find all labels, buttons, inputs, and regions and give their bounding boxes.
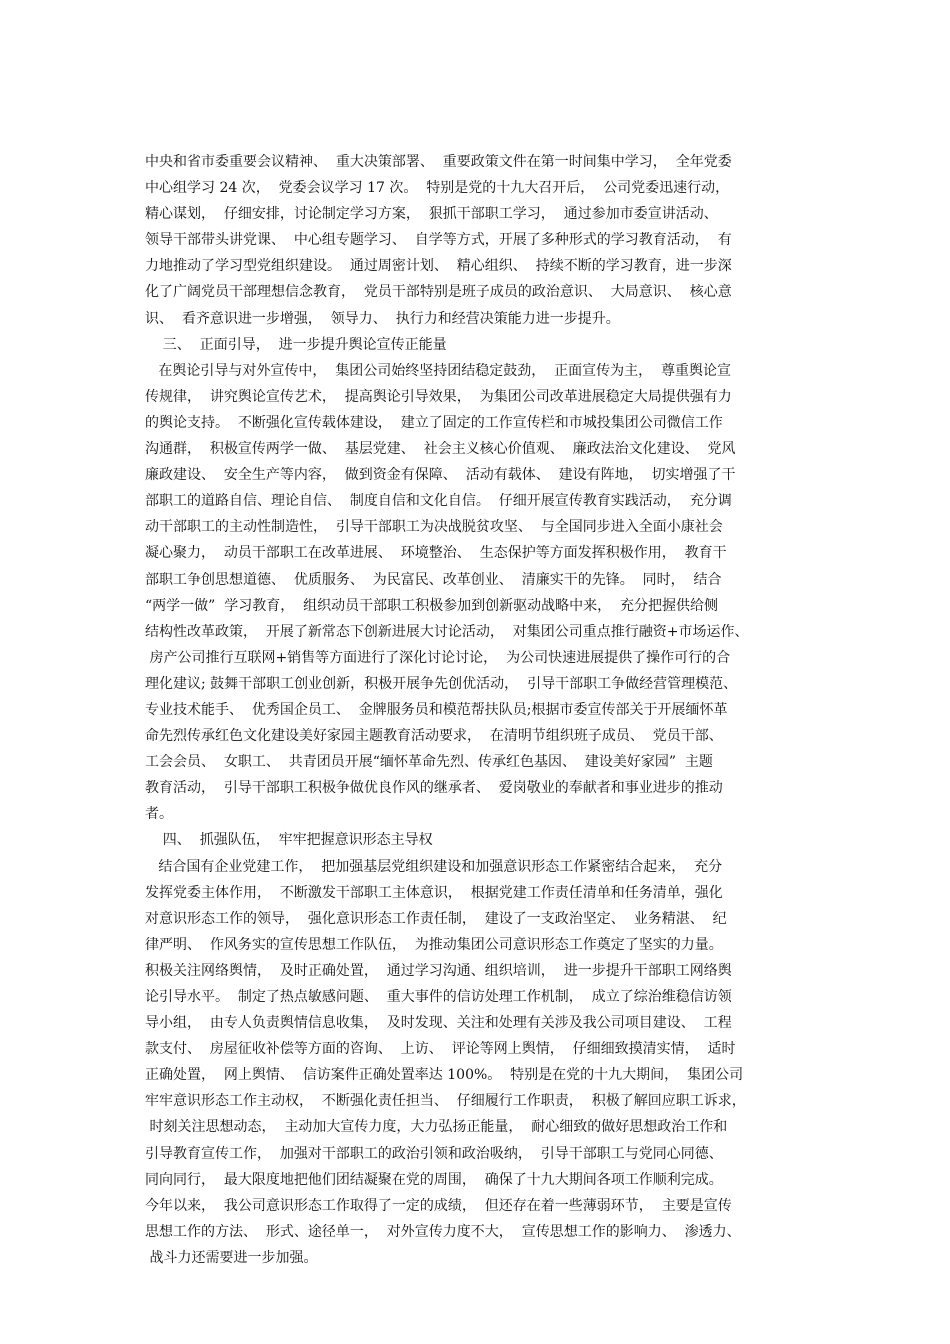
text-line: 者。 (145, 806, 173, 823)
text-line: 传规律， 讲究舆论宣传艺术， 提高舆论引导效果， 为集团公司改革进展稳定大局提供强有力 (145, 388, 732, 405)
section-heading: 三、 正面引导， 进一步提升舆论宣传正能量 (145, 336, 447, 353)
text-line: 廉政建设、 安全生产等内容， 做到资金有保障、 活动有载体、 建设有阵地， 切实增强了干 (145, 467, 736, 484)
section-heading: 四、 抓强队伍， 牢牢把握意识形态主导权 (145, 832, 433, 849)
text-line: 发挥党委主体作用， 不断激发干部职工主体意识， 根据党建工作责任清单和任务清单，强化 (145, 884, 723, 901)
text-line: 今年以来， 我公司意识形态工作取得了一定的成绩， 但还存在着一些薄弱环节， 主要是宣传 (145, 1197, 732, 1214)
text-line: 精心谋划， 仔细安排，讨论制定学习方案， 狠抓干部职工学习， 通过参加市委宣讲活动、 (145, 206, 718, 223)
text-line: 论引导水平。 制定了热点敏感问题、 重大事件的信访处理工作机制， 成立了综治维稳信访领 (145, 989, 732, 1005)
text-line: 款支付、 房屋征收补偿等方面的咨询、 上访、 评论等网上舆情， 仔细细致摸清实情， 适时 (145, 1041, 736, 1058)
text-line: 律严明、 作风务实的宣传思想工作队伍， 为推动集团公司意识形态工作奠定了坚实的力量。 (145, 936, 723, 953)
text-line: 教育活动， 引导干部职工积极争做优良作风的继承者、 爱岗敬业的奉献者和事业进步的推动 (145, 780, 723, 797)
text-line: 识、 看齐意识进一步增强， 领导力、 执行力和经营决策能力进一步提升。 (145, 310, 620, 327)
text-line: 结合国有企业党建工作， 把加强基层党组织建设和加强意识形态工作紧密结合起来， 充分 (145, 858, 723, 875)
text-line: 同向同行， 最大限度地把他们团结凝聚在党的周围， 确保了十九大期间各项工作顺利完成。 (145, 1171, 723, 1188)
text-line: 牢牢意识形态工作主动权， 不断强化责任担当、 仔细履行工作职责， 积极了解回应职工诉求， (145, 1093, 746, 1110)
document-body (145, 149, 815, 1271)
text-line: 部职工的道路自信、理论自信、 制度自信和文化自信。 仔细开展宣传教育实践活动， 充分调 (145, 493, 732, 510)
text-line: 正确处置， 网上舆情、 信访案件正确处置率达 100%。 特别是在党的十九大期间， 集团公司 (145, 1067, 744, 1084)
text-line: 部职工争创思想道德、 优质服务、 为民富民、改革创业、 清廉实干的先锋。 同时， 结合 (145, 571, 722, 588)
text-line: 凝心聚力， 动员干部职工在改革进展、 环境整治、 生态保护等方面发挥积极作用， 教育干 (145, 545, 727, 562)
text-line: 动干部职工的主动性制造性， 引导干部职工为决战脱贫攻坚、 与全国同步进入全面小康社会 (145, 519, 723, 536)
text-line: 战斗力还需要进一步加强。 (145, 1249, 318, 1266)
text-line: 力地推动了学习型党组织建设。 通过周密计划、 精心组织、 持续不断的学习教育，进一步深 (145, 258, 732, 275)
text-line: 积极关注网络舆情， 及时正确处置， 通过学习沟通、组织培训， 进一步提升干部职工网络舆 (145, 962, 732, 979)
text-line: 沟通群， 积极宣传两学一做、 基层党建、 社会主义核心价值观、 廉政法治文化建设、 党风 (145, 441, 736, 458)
text-line: 化了广阔党员干部理想信念教育， 党员干部特别是班子成员的政治意识、 大局意识、 核心意 (145, 284, 732, 301)
text-line: 中央和省市委重要会议精神、 重大决策部署、 重要政策文件在第一时间集中学习， 全年党委 (145, 154, 732, 170)
text-line: 专业技术能手、 优秀国企员工、 金牌服务员和模范帮扶队员;根据市委宣传部关于开展缅怀革 (145, 701, 728, 718)
text-line: 结构性改革政策， 开展了新常态下创新进展大讨论活动， 对集团公司重点推行融资+市场运作、 (145, 623, 749, 640)
text-line: 领导干部带头讲党课、 中心组专题学习、 自学等方式，开展了多种形式的学习教育活动， 有 (145, 232, 732, 249)
text-line: 命先烈传承红色文化建设美好家园主题教育活动要求， 在清明节组织班子成员、 党员干部、 (145, 728, 723, 745)
text-line: 在舆论引导与对外宣传中， 集团公司始终坚持团结稳定鼓劲， 正面宣传为主， 尊重舆论宣 (145, 362, 732, 379)
text-line: 思想工作的方法、 形式、途径单一， 对外宣传力度不大， 宣传思想工作的影响力、 渗透力、 (145, 1223, 741, 1240)
text-line: 引导教育宣传工作， 加强对干部职工的政治引领和政治吸纳， 引导干部职工与党同心同德、 (145, 1145, 723, 1162)
text-line: 工会会员、 女职工、 共青团员开展“缅怀革命先烈、传承红色基因、 建设美好家园” 主题 (145, 754, 713, 771)
text-line: 的舆论支持。 不断强化宣传载体建设， 建立了固定的工作宣传栏和市城投集团公司微信工作 (145, 414, 723, 431)
text-line: 中心组学习 24 次， 党委会议学习 17 次。 特别是党的十九大召开后， 公司党委迅速行动， (145, 180, 730, 197)
text-line: “两学一做” 学习教育， 组织动员干部职工积极参加到创新驱动战略中来， 充分把握供给侧 (145, 597, 719, 614)
text-line: 房产公司推行互联网+销售等方面进行了深化讨论讨论， 为公司快速进展提供了操作可行的合 (145, 649, 731, 666)
text-line: 对意识形态工作的领导， 强化意识形态工作责任制， 建设了一支政治坚定、 业务精湛、 纪 (145, 910, 727, 927)
text-line: 理化建议; 鼓舞干部职工创业创新，积极开展争先创优活动， 引导干部职工争做经营管理模范、 (145, 675, 738, 692)
text-line: 时刻关注思想动态， 主动加大宣传力度，大力弘扬正能量， 耐心细致的做好思想政治工作和 (145, 1119, 728, 1136)
text-line: 导小组， 由专人负责舆情信息收集， 及时发现、关注和处理有关涉及我公司项目建设、 工程 (145, 1015, 732, 1032)
